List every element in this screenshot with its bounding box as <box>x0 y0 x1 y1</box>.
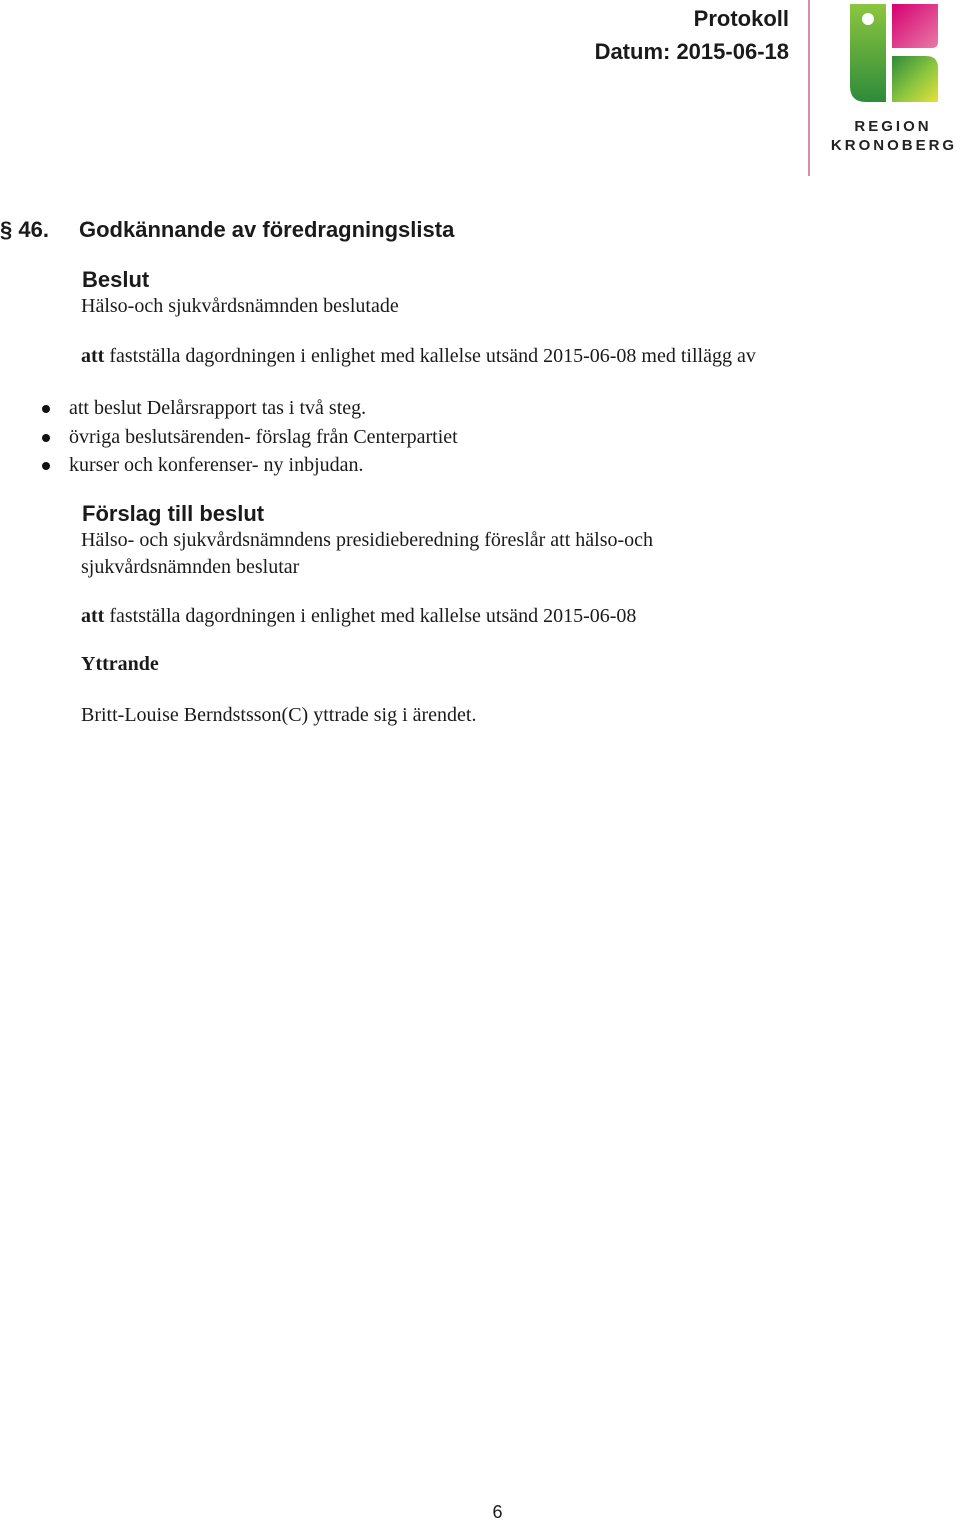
logo-mark-icon <box>848 2 940 104</box>
list-item-text: kurser och konferenser- ny inbjudan. <box>69 454 364 476</box>
beslut-att-clause <box>81 343 756 369</box>
document-type: Protokoll <box>693 6 789 31</box>
logo-text-region: REGION <box>854 118 932 135</box>
list-item-text: att beslut Delårsrapport tas i två steg. <box>69 397 367 419</box>
bullet-icon <box>42 462 50 470</box>
yttrande-heading: Yttrande <box>81 653 159 675</box>
list-item-text: övriga beslutsärenden- förslag från Centerpartiet <box>69 425 458 448</box>
document-date: Datum: 2015-06-18 <box>594 39 789 64</box>
forslag-text-line-1: Hälso- och sjukvårdsnämndens presidieberedning föreslår att hälso-och <box>81 529 654 551</box>
bullet-icon <box>42 405 50 413</box>
region-kronoberg-logo <box>828 0 960 160</box>
att-text: fastställa dagordningen i enlighet med kallelse utsänd 2015-06-08 <box>104 605 637 627</box>
page-number: 6 <box>492 1502 503 1522</box>
forslag-att-clause <box>81 603 636 629</box>
beslut-intro: Hälso-och sjukvårdsnämnden beslutade <box>81 295 399 317</box>
att-text: fastställa dagordningen i enlighet med kallelse utsänd 2015-06-08 med tillägg av <box>104 345 756 367</box>
section-title: Godkännande av föredragningslista <box>79 217 455 242</box>
yttrande-text: Britt-Louise Berndstsson(C) yttrade sig i ärendet. <box>81 704 477 726</box>
att-keyword: att <box>81 345 105 367</box>
forslag-heading: Förslag till beslut <box>82 501 265 526</box>
att-keyword: att <box>81 605 105 627</box>
logo-text-kronoberg: KRONOBERG <box>830 137 958 154</box>
bullet-icon <box>42 434 50 442</box>
beslut-heading: Beslut <box>82 267 150 292</box>
forslag-text-line-2: sjukvårdsnämnden beslutar <box>81 556 300 578</box>
header-divider <box>808 0 810 176</box>
section-number: § 46. <box>0 217 49 242</box>
